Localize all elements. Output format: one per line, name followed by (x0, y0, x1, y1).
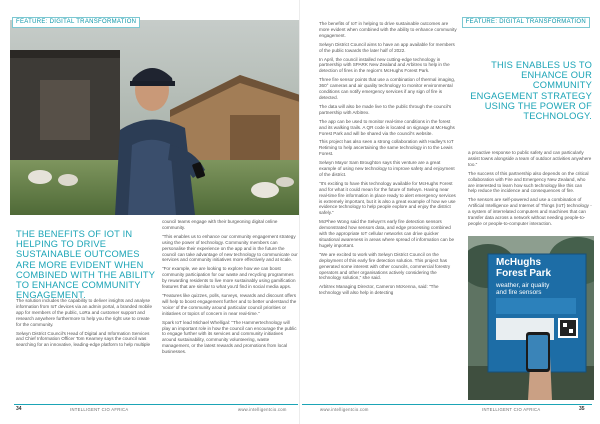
paragraph: The sensors are self-powered and use a combination of Artificial Intelligence and Internet of Things (IoT) technology - a system of interrelated computers and machines that can transfer data across a network without needing people-to-people or people-to-computer interaction. (468, 197, 592, 226)
paragraph: The benefits of IoT in helping to drive sustainable outcomes are more evident when combined with the ability to enhance community engagement. (319, 21, 457, 38)
right-footer-url: www.intelligentcio.com (320, 407, 369, 412)
left-section-tag: FEATURE: DIGITAL TRANSFORMATION (12, 17, 140, 28)
left-footer-brand: INTELLIGENT CIO AFRICA (70, 407, 129, 412)
paragraph: Selwyn District Council aims to have an app available for members of the public towards the later half of 2022. (319, 41, 455, 53)
paragraph: The app can be used to monitor real-time conditions in the forest and its walking trails. A QR code is located on signage at McHughs Forest Park and will be shared via the council's website. (319, 118, 455, 136)
paragraph: Selwyn District Council's Head of Digital and Information Services and Chief Information Officer Tom Kearney says the council was searching for an innovative, leading-edge platform to help multiple (16, 330, 151, 348)
left-page-number: 34 (16, 406, 22, 412)
paragraph: The success of this partnership also depends on the critical collaboration with Fire and Emergency New Zealand, who are interested to learn how such technology like this can help reduce the incidence and consequences of fire. (468, 170, 589, 194)
paragraph: "Features like quizzes, polls, surveys, rewards and discount offers will help to boost engagement further and to better understand the 'voice' of the community around particular council priorities or initiatives or topics of concern in near real-time." (162, 292, 297, 316)
right-column-2 (468, 150, 592, 230)
paragraph: The solution includes the capability to deliver insights and analyse information from IoT devices via an admin portal, a branded mobile app for members of the public, LoRa and customer support and research anywhere furthermore to help you the right use to create for the community. (16, 298, 153, 327)
right-column-1 (319, 21, 457, 299)
paragraph: Arbitrex Managing Director, Cameron McKenna, said: "The technology will also help in detecting (319, 284, 439, 296)
left-pull-quote: THE BENEFITS OF IOT IN HELPING TO DRIVE SUSTAINABLE OUTCOMES ARE MORE EVIDENT WHEN COMBINED WITH THE ABILITY TO ENHANCE COMMUNITY ENGAGEMENT. (16, 229, 155, 301)
paragraph: "We are excited to work with Selwyn District Council on the deployment of this early fire detection solution. This project has generated some interest with other councils, commercial forestry operators and other organisations actively considering the technology solution," she said. (319, 251, 451, 281)
right-section-tag: FEATURE: DIGITAL TRANSFORMATION (462, 17, 590, 28)
right-page-number: 35 (579, 406, 585, 412)
paragraph: McPhee Wong said the Selwyn's early fire detection sensors demonstrated how sensors data, and edge processing combined with the appropriate IoT cellular networks can drive quicker situational awareness in areas where spread of information can be hugely important. (319, 219, 455, 248)
paragraph: The data will also be made live to the public through the council's partnership with Arbitrex. (319, 103, 452, 115)
sign-photo (468, 236, 594, 400)
right-footer-divider (302, 404, 592, 405)
paragraph: In April, the council installed new cutting-edge technology in partnership with SPARK New Zealand and Arbitrex to help in the detection of fires in the region's McHughs Forest Park. (319, 56, 450, 74)
right-pull-quote: THIS ENABLES US TO ENHANCE OUR COMMUNITY ENGAGEMENT STRATEGY USING THE POWER OF TECHNOLOGY. (470, 60, 592, 122)
sign-title-2: Forest Park (496, 268, 552, 279)
paragraph: "This enables us to enhance our community engagement strategy using the power of technology. Community members can personalise their experience on the app and in the future the council can take advantage of new technology to communicate our services and community initiatives more effectively and at scale. (162, 233, 298, 263)
page-gutter (299, 0, 300, 424)
paragraph: council teams engage with their burgeoning digital online community. (162, 219, 278, 230)
paragraph: "For example, we are looking to explore how we can boost community participation for our waste and recycling programmes by rewarding residents to live more sustainably using gamification features that are similar to what you'd find in social media apps. (162, 266, 296, 290)
sign-subtitle-2: and fire sensors (496, 289, 542, 296)
sign-title-1: McHughs (496, 257, 541, 268)
right-page (300, 0, 600, 424)
left-footer-url: www.intelligentcio.com (238, 407, 287, 412)
right-footer-brand: INTELLIGENT CIO AFRICA (482, 407, 541, 412)
paragraph: Three fire sensor points that use a combination of thermal imaging, 360° cameras and air quality technology to monitor environmental conditions can notify emergency services if any sign of fire is detected. (319, 77, 456, 100)
farmer-photo (10, 20, 300, 215)
paragraph: This project has also seen a strong collaboration with Hadley's IoT Retiming to help ascertaining the same technology in to the Lewis Forest. (319, 139, 454, 157)
sign-subtitle-1: weather, air quality (496, 282, 550, 289)
left-footer-divider (14, 404, 298, 405)
left-column-2 (162, 219, 298, 358)
paragraph: "It's exciting to have this technology available for McHughs Forest and for what it could mean for the future of Selwyn. Having near real-time fire information in place ready to alert emergency services is extremely important, but it is also a great example of how we use evidence technology to help people explore and enjoy the district safely." (319, 180, 456, 216)
left-column-1 (16, 298, 154, 351)
paragraph: Spark IoT lead Michael Whelligal: "The Hammertechnology will play an important role in how the council can encourage the public to engage further with its services and community initiatives around sustainability, community volunteering, waste management, or the latest rewards and promotions from local businesses. (162, 319, 297, 355)
paragraph: a proactive response to public safety and can particularly assist towns alongside a team of outdoor activities anywhere too." (468, 150, 592, 167)
paragraph: Selwyn Mayor Sam Broughton says this venture are a great example of using new technology to improve safety and enjoyment of the district. (319, 160, 455, 177)
